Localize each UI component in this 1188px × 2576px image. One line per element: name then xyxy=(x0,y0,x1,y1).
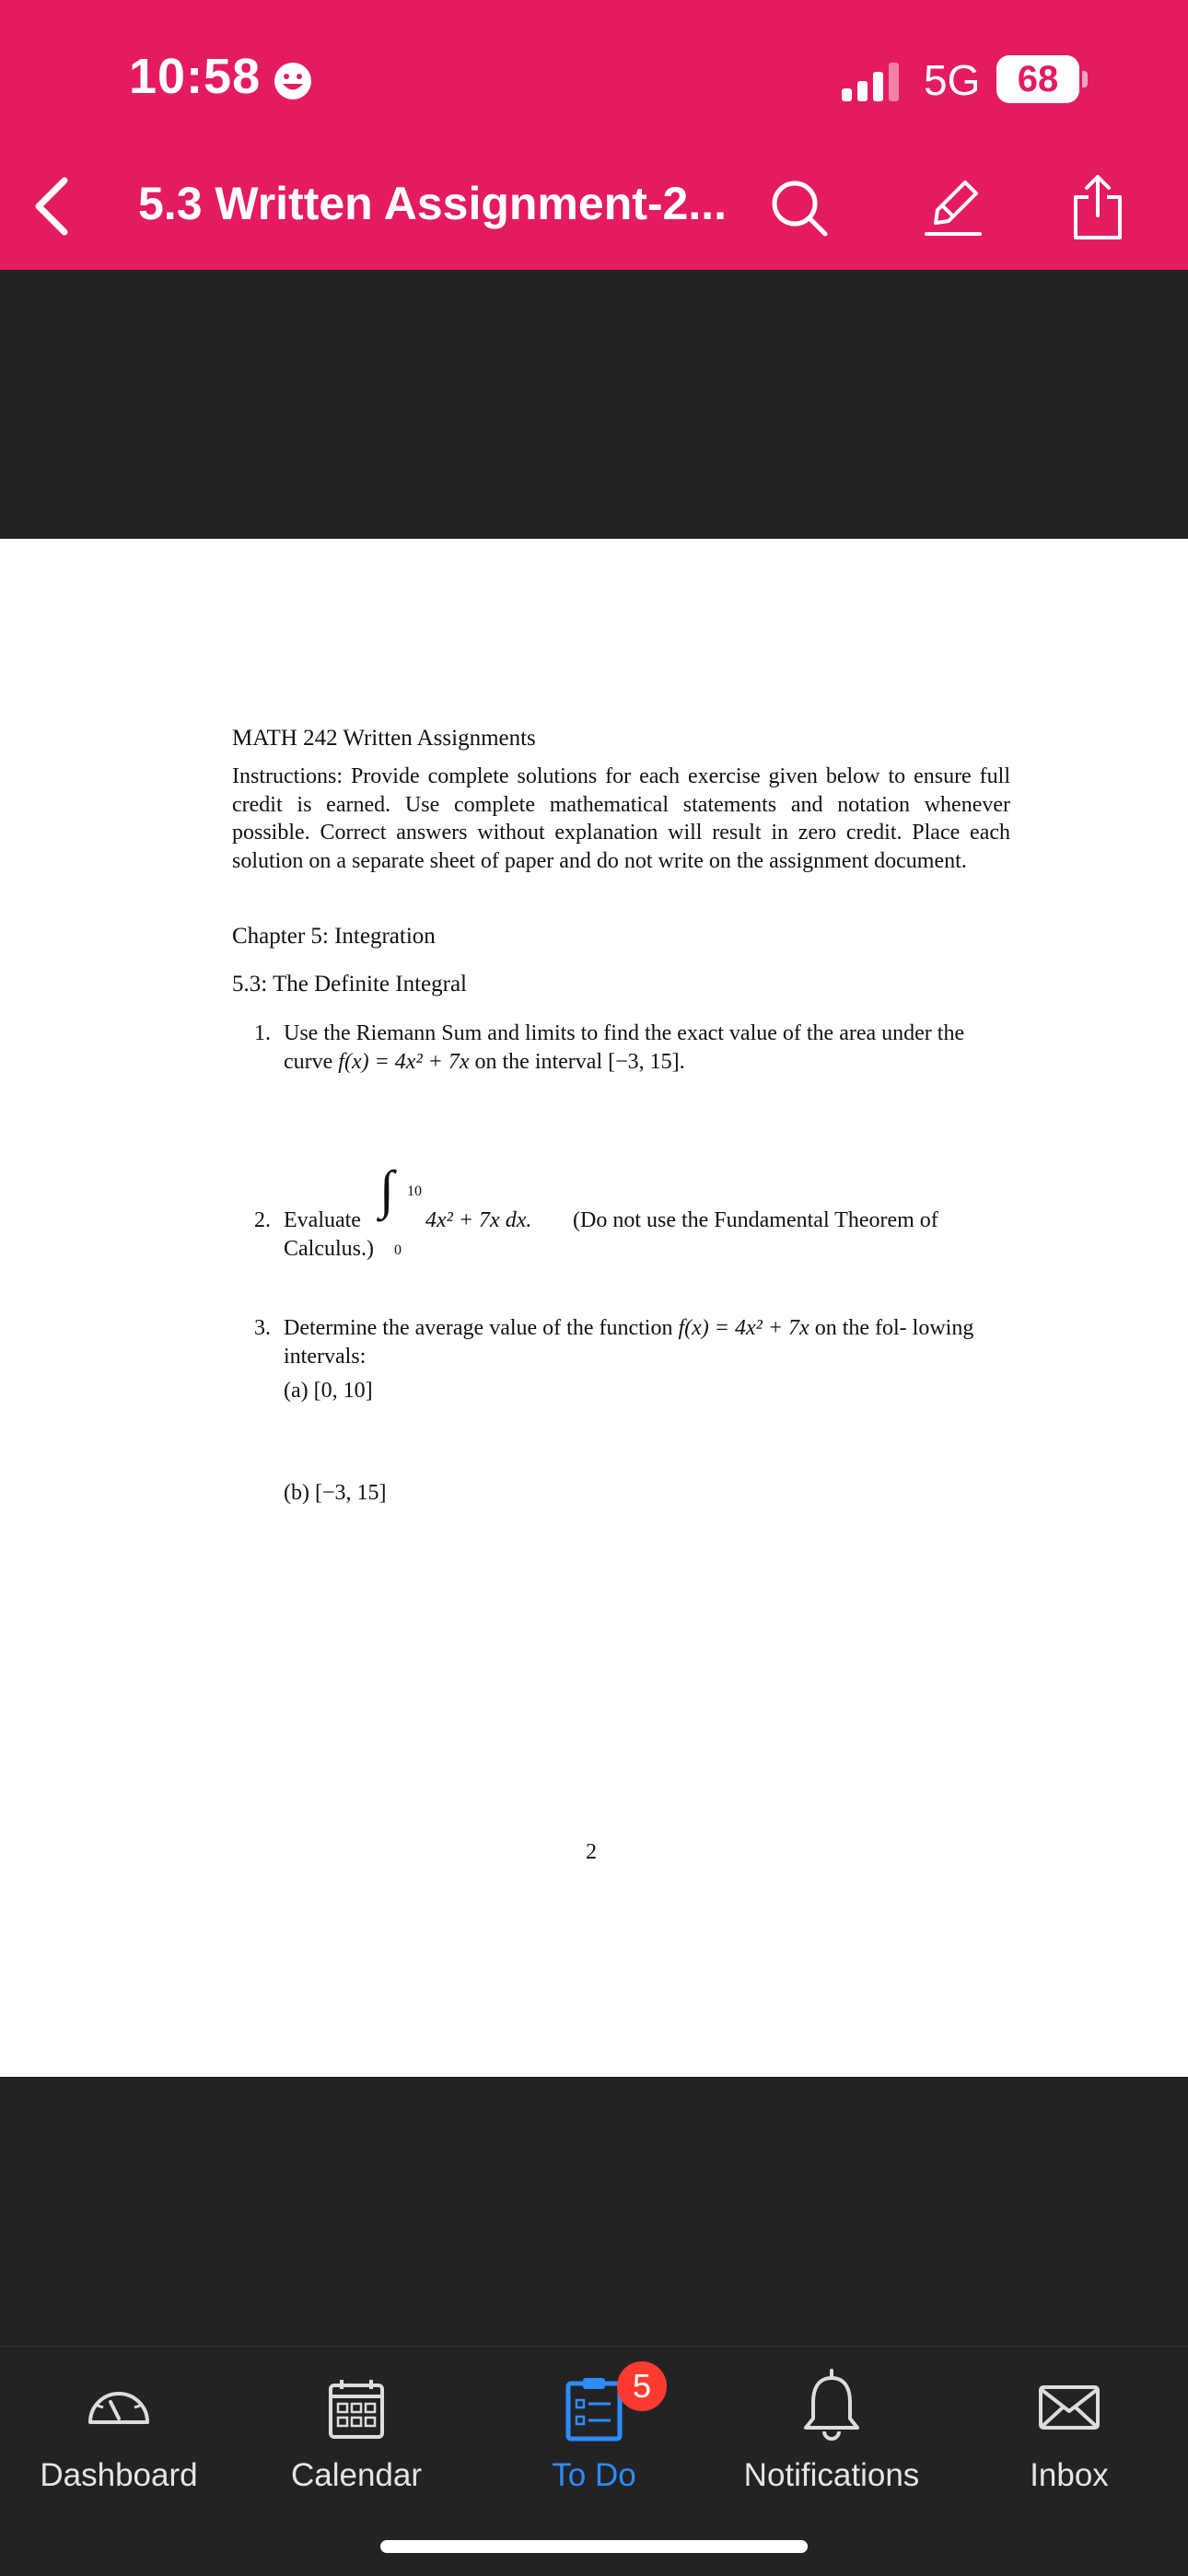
page-number: 2 xyxy=(586,1840,597,1864)
exercise-3-part-a: (a) [0, 10] xyxy=(284,1379,373,1403)
tab-dashboard[interactable] xyxy=(0,2347,238,2576)
focus-emoji-icon xyxy=(273,61,313,101)
battery-tip xyxy=(1082,71,1088,87)
app-header xyxy=(0,0,1188,270)
exercise-function: f(x) = 4x² + 7x xyxy=(678,1316,809,1340)
document-page[interactable] xyxy=(0,539,1188,2077)
exercise-text-before: Determine the average value of the function xyxy=(284,1316,679,1340)
calendar-icon xyxy=(327,2365,386,2448)
exercise-number: 2. xyxy=(254,1208,271,1232)
envelope-icon xyxy=(1037,2365,1101,2448)
chapter-title: Chapter 5: Integration xyxy=(232,924,436,949)
tab-label: Dashboard xyxy=(40,2457,198,2493)
exercise-text-before: Use the Riemann Sum and limits to find the exact value of the area under the curve xyxy=(284,1021,965,1074)
tab-label: To Do xyxy=(552,2457,636,2493)
exercise-function: f(x) = 4x² + 7x xyxy=(338,1049,470,1074)
integral-upper-limit: 10 xyxy=(407,1183,422,1199)
highlighter-icon[interactable] xyxy=(925,177,982,238)
tab-inbox[interactable] xyxy=(950,2347,1188,2576)
document-title: 5.3 Written Assignment-2... xyxy=(138,178,728,229)
battery-indicator: 68 xyxy=(996,55,1079,103)
exercise-text xyxy=(284,1314,1010,1370)
tab-label: Notifications xyxy=(743,2457,920,2493)
tab-label: Inbox xyxy=(1030,2457,1109,2493)
exercise-1 xyxy=(254,1020,1010,1076)
exercise-3-part-b: (b) [−3, 15] xyxy=(284,1481,387,1505)
exercise-text xyxy=(284,1020,1010,1076)
exercise-text-line2: Calculus.) xyxy=(284,1237,374,1261)
instructions-paragraph: Instructions: Provide complete solutions for each exercise given below to ensure full credit is earned. Use complete mathematical statements and notation whenever possible. Correct answers without explanation will result in zero credit. Place each solution on a separate sheet of paper and do not write on the assignment document. xyxy=(232,764,1010,873)
exercise-text-before: Evaluate xyxy=(284,1208,361,1232)
network-type: 5G xyxy=(924,56,981,104)
exercise-number: 1. xyxy=(254,1021,271,1045)
todo-count-badge: 5 xyxy=(617,2361,667,2411)
status-time: 10:58 xyxy=(129,49,262,104)
exercise-number: 3. xyxy=(254,1316,271,1340)
search-icon[interactable] xyxy=(770,179,829,238)
todo-clipboard-icon xyxy=(565,2365,623,2448)
home-indicator xyxy=(380,2540,808,2553)
exercise-text-after: on the fol- lowing intervals: xyxy=(284,1316,974,1369)
dashboard-gauge-icon xyxy=(83,2365,155,2448)
integral-lower-limit: 0 xyxy=(394,1242,402,1258)
section-title: 5.3: The Definite Integral xyxy=(232,972,468,997)
cellular-signal-icon xyxy=(842,61,903,101)
document-heading: MATH 242 Written Assignments xyxy=(232,726,536,751)
bell-icon xyxy=(800,2365,863,2448)
exercise-text-after: (Do not use the Fundamental Theorem of xyxy=(573,1208,938,1232)
tab-label: Calendar xyxy=(290,2457,423,2493)
exercise-3 xyxy=(254,1314,1010,1370)
integral-sign: ∫ xyxy=(379,1160,394,1219)
share-icon[interactable] xyxy=(1068,173,1127,241)
back-chevron-icon[interactable] xyxy=(28,175,76,238)
exercise-text-after: on the interval [−3, 15]. xyxy=(469,1049,685,1074)
integrand: 4x² + 7x dx. xyxy=(425,1208,532,1232)
